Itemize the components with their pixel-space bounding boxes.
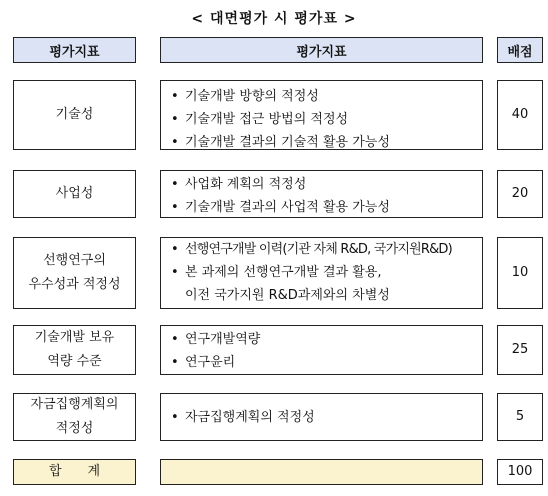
criteria-item: • 기술개발 접근 방법의 적정성: [171, 108, 482, 131]
criteria-item: • 기술개발 방향의 적정성: [171, 85, 482, 108]
score-value: 5: [515, 409, 525, 424]
row-score-business: [497, 170, 543, 218]
category-line: 선행연구의: [43, 253, 106, 268]
row-criteria-technical: [160, 80, 483, 150]
header-criteria-label: 평가지표: [296, 44, 347, 60]
criteria-item: • 기술개발 결과의 사업적 활용 가능성: [171, 196, 482, 219]
category-line: 우수성과 적정성: [28, 277, 121, 292]
header-score-label: 배점: [507, 44, 533, 60]
category-line: 역량 수준: [47, 354, 102, 369]
total-score-cell: [497, 459, 543, 485]
bullet-icon: •: [171, 200, 179, 215]
category-line: 적정성: [55, 421, 94, 436]
row-criteria-capability: [160, 325, 483, 375]
category-line: 자금집행계획의: [30, 397, 119, 412]
total-label: 합 계: [48, 464, 101, 479]
bullet-icon: •: [171, 135, 179, 150]
row-score-prior-research: [497, 237, 543, 309]
bullet-icon: •: [171, 112, 179, 127]
row-category-technical: [13, 80, 136, 150]
criteria-item: • 사업화 계획의 적정성: [171, 173, 482, 196]
row-category-funding: [13, 393, 136, 441]
row-score-funding: [497, 393, 543, 441]
bullet-icon: •: [171, 332, 179, 347]
header-score: [497, 37, 543, 63]
criteria-item: • 기술개발 결과의 기술적 활용 가능성: [171, 131, 482, 154]
criteria-item: • 선행연구개발 이력(기관 자체 R&D, 국가지원R&D): [171, 238, 482, 261]
category-line: 사업성: [55, 186, 94, 201]
row-category-prior-research: [13, 237, 136, 309]
category-line: 기술개발 보유: [34, 330, 115, 345]
table-title: < 대면평가 시 평가표 >: [191, 11, 357, 27]
total-score: 100: [507, 464, 533, 479]
bullet-icon: •: [171, 355, 179, 370]
row-criteria-business: [160, 170, 483, 218]
criteria-item: • 연구개발역량: [171, 328, 482, 351]
bullet-icon: •: [171, 89, 179, 104]
header-category-label: 평가지표: [49, 44, 100, 60]
row-category-capability: [13, 325, 136, 375]
criteria-item-continuation: 이전 국가지원 R&D과제와의 차별성: [185, 288, 390, 303]
score-value: 25: [511, 342, 529, 357]
header-criteria: [160, 37, 483, 63]
bullet-icon: •: [171, 265, 179, 280]
criteria-item: • 연구윤리: [171, 351, 482, 374]
bullet-icon: •: [171, 410, 179, 425]
header-category: [13, 37, 136, 63]
row-category-business: [13, 170, 136, 218]
score-value: 20: [511, 186, 529, 201]
row-score-technical: [497, 80, 543, 150]
category-line: 기술성: [55, 107, 94, 122]
score-value: 40: [511, 107, 529, 122]
bullet-icon: •: [171, 242, 178, 257]
score-value: 10: [511, 265, 529, 280]
row-score-capability: [497, 325, 543, 375]
criteria-item: • 본 과제의 선행연구개발 결과 활용,: [171, 261, 482, 284]
total-criteria-cell: [160, 459, 483, 485]
criteria-item: • 자금집행계획의 적정성: [171, 406, 482, 429]
total-label-cell: [13, 459, 136, 485]
row-criteria-funding: [160, 393, 483, 441]
bullet-icon: •: [171, 177, 179, 192]
row-criteria-prior-research: [160, 237, 483, 309]
